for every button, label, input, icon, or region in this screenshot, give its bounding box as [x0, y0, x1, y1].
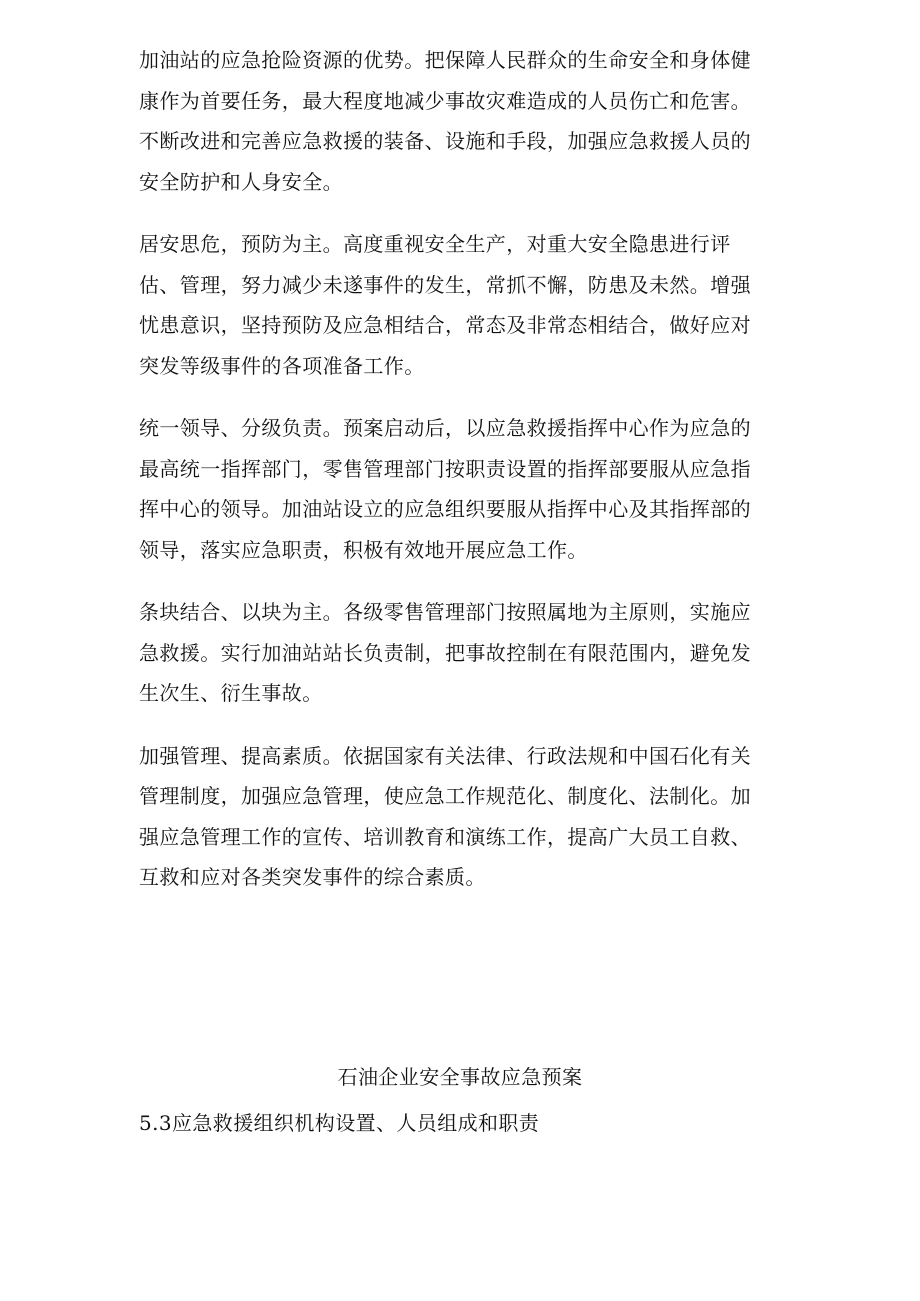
paragraph-1 [139, 40, 799, 202]
paragraph-line: 生次生、衍生事故。 [139, 681, 323, 705]
paragraph-line: 急救援。实行加油站站长负责制，把事故控制在有限范围内，避免发 [139, 640, 751, 665]
paragraph-line: 忧患意识，坚持预防及应急相结合，常态及非常态相结合，做好应对 [139, 313, 751, 337]
paragraph-line: 条块结合、以块为主。各级零售管理部门按照属地为主原则，实施应 [139, 600, 751, 624]
paragraph-line: 领导，落实应急职责，积极有效地开展应急工作。 [139, 537, 588, 562]
paragraph-line: 互救和应对各类突发事件的综合素质。 [139, 865, 486, 889]
paragraph-line: 最高统一指挥部门，零售管理部门按职责设置的指挥部要服从应急指 [139, 456, 751, 481]
paragraph-line: 安全防护和人身安全。 [139, 169, 343, 194]
paragraph-2 [139, 224, 799, 386]
document-title: 石油企业安全事故应急预案 [337, 1065, 583, 1089]
paragraph-line: 居安思危，预防为主。高度重视安全生产，对重大安全隐患进行评 [139, 232, 731, 256]
paragraph-line: 不断改进和完善应急救援的装备、设施和手段，加强应急救援人员的 [139, 129, 751, 153]
paragraph-5 [139, 736, 799, 898]
section-heading: 5.3应急救援组织机构设置、人员组成和职责 [139, 1111, 540, 1135]
paragraph-line: 强应急管理工作的宣传、培训教育和演练工作，提高广大员工自救、 [139, 824, 751, 849]
paragraph-3 [139, 408, 799, 570]
paragraph-line: 加强管理、提高素质。依据国家有关法律、行政法规和中国石化有关 [139, 743, 751, 768]
paragraph-line: 估、管理，努力减少未遂事件的发生，常抓不懈，防患及未然。增强 [139, 272, 751, 297]
paragraph-line: 管理制度，加强应急管理，使应急工作规范化、制度化、法制化。加 [139, 784, 751, 808]
paragraph-line: 突发等级事件的各项准备工作。 [139, 353, 425, 378]
paragraph-line: 康作为首要任务，最大程度地减少事故灾难造成的人员伤亡和危害。 [139, 88, 751, 113]
paragraph-line: 加油站的应急抢险资源的优势。把保障人民群众的生命安全和身体健 [139, 48, 751, 72]
paragraph-4 [139, 592, 799, 714]
document-body [139, 40, 799, 920]
paragraph-line: 挥中心的领导。加油站设立的应急组织要服从指挥中心及其指挥部的 [139, 497, 751, 521]
paragraph-line: 统一领导、分级负责。预案启动后，以应急救援指挥中心作为应急的 [139, 416, 751, 440]
